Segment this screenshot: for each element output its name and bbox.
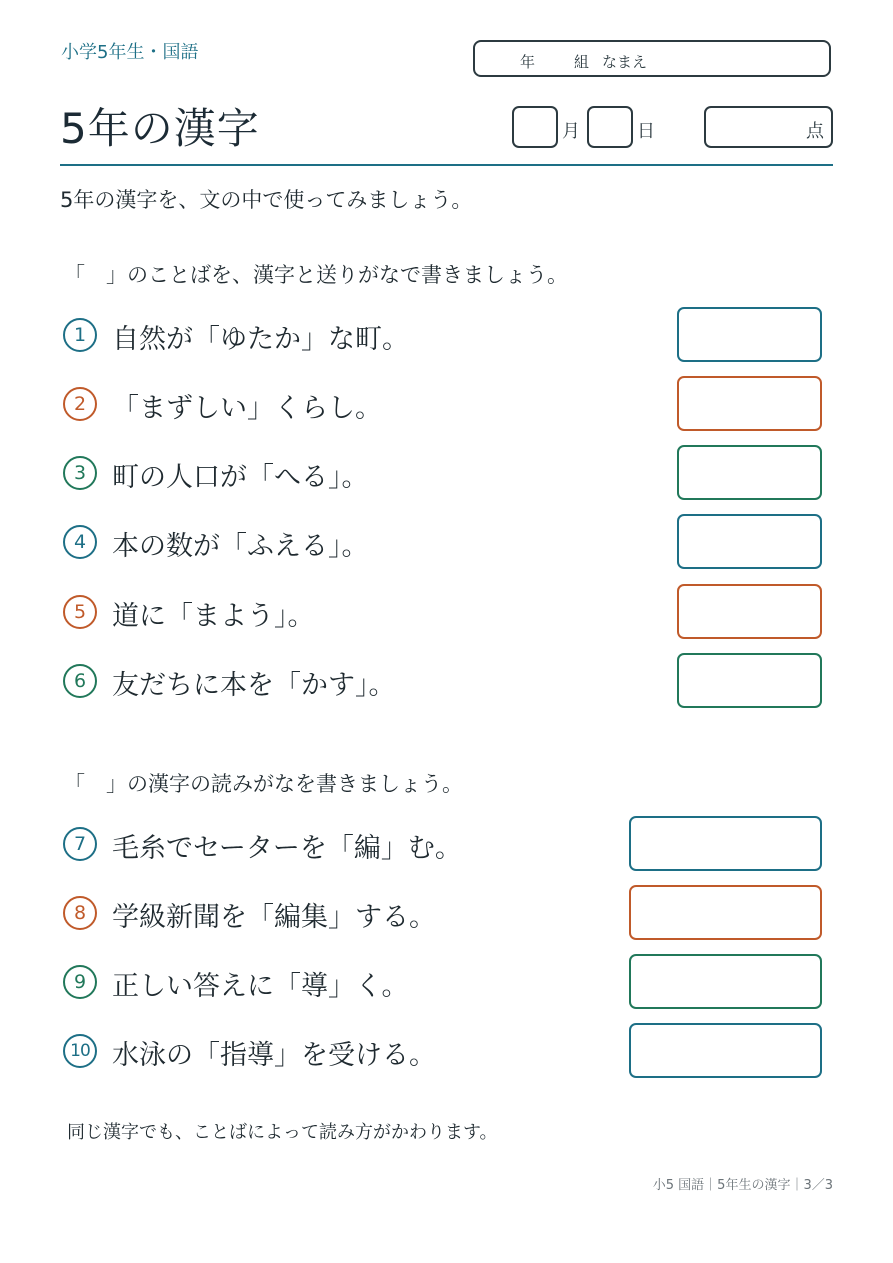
answer-box[interactable] (677, 514, 822, 569)
answer-box[interactable] (629, 954, 822, 1009)
question-text: 友だちに本を「かす」。 (112, 670, 396, 701)
question-number: 7 (63, 827, 97, 861)
question-text: 「まずしい」くらし。 (112, 393, 382, 424)
note-text: 同じ漢字でも、ことばによって読み方がかわります。 (67, 1122, 498, 1143)
answer-box[interactable] (677, 653, 822, 708)
answer-box[interactable] (629, 816, 822, 871)
day-label: 日 (637, 121, 655, 142)
intro-text: 5年の漢字を、文の中で使ってみましょう。 (60, 188, 473, 212)
answer-box[interactable] (677, 584, 822, 639)
section2-instruction: 「 」の漢字の読みがなを書きましょう。 (64, 772, 463, 796)
question-text: 学級新聞を「編集」する。 (112, 902, 436, 933)
question-number: 6 (63, 664, 97, 698)
question-text: 本の数が「ふえる」。 (112, 531, 369, 562)
question-number: 4 (63, 525, 97, 559)
page-title: 5年の漢字 (60, 104, 260, 153)
question-text: 自然が「ゆたか」な町。 (112, 324, 409, 355)
question-number: 10 (63, 1034, 97, 1068)
question-text: 毛糸でセーターを「編」む。 (112, 833, 462, 864)
month-label: 月 (562, 121, 580, 142)
year-label: 年 (520, 53, 536, 71)
question-text: 町の人口が「へる」。 (112, 462, 369, 493)
header-divider (60, 164, 833, 166)
question-text: 正しい答えに「導」く。 (112, 971, 409, 1002)
answer-box[interactable] (677, 445, 822, 500)
question-number: 8 (63, 896, 97, 930)
question-text: 道に「まよう」。 (112, 601, 315, 632)
question-number: 2 (63, 387, 97, 421)
page-footer: 小5 国語｜5年生の漢字｜3／3 (652, 1178, 833, 1193)
grade-subject: 小学5年生・国語 (61, 42, 199, 63)
question-number: 3 (63, 456, 97, 490)
question-text: 水泳の「指導」を受ける。 (112, 1040, 436, 1071)
name-box[interactable] (473, 40, 831, 77)
question-number: 9 (63, 965, 97, 999)
class-label: 組 (574, 53, 590, 71)
name-label: なまえ (602, 53, 648, 71)
answer-box[interactable] (677, 376, 822, 431)
answer-box[interactable] (677, 307, 822, 362)
day-box[interactable] (587, 106, 633, 148)
answer-box[interactable] (629, 1023, 822, 1078)
question-number: 5 (63, 595, 97, 629)
answer-box[interactable] (629, 885, 822, 940)
month-box[interactable] (512, 106, 558, 148)
score-label: 点 (806, 121, 824, 142)
section1-instruction: 「 」のことばを、漢字と送りがなで書きましょう。 (64, 263, 568, 287)
question-number: 1 (63, 318, 97, 352)
